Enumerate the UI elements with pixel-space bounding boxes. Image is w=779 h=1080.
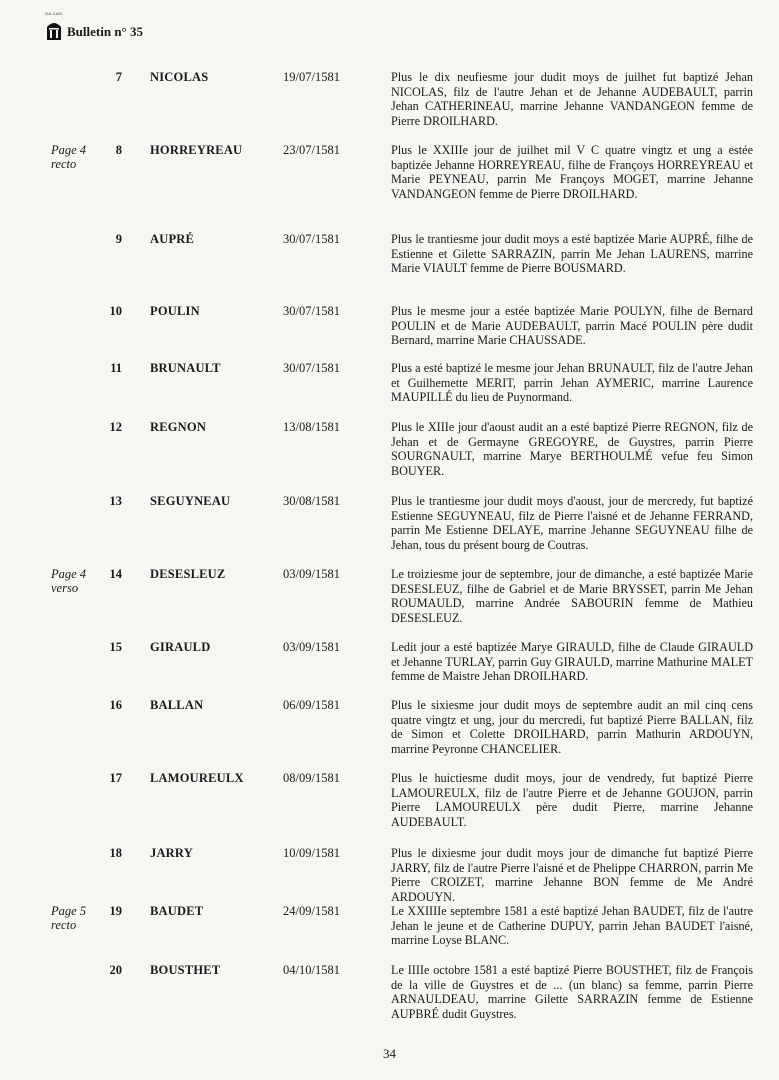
entry-date: 08/09/1581: [283, 771, 340, 785]
entry-text: Le IIIIe octobre 1581 a esté baptizé Pierre BOUSTHET, filz de François de la ville de Guystres et de ... (un blanc) sa femme, parrin Pierre ARNAULDEAU, marrine Gilette SARRAZIN femme de Estienne AUPBRÉ dudit Guystres.: [391, 963, 753, 1021]
entry-text: Ledit jour a esté baptizée Marye GIRAULD, filhe de Claude GIRAULD et Jehanne TURLAY, parrin Guy GIRAULD, marrine Mathurine MALET femme de Maistre Jehan DROILHARD.: [391, 640, 753, 684]
entry-date: 06/09/1581: [283, 698, 340, 712]
entry-number: 12: [109, 420, 122, 434]
entry-date: 24/09/1581: [283, 904, 340, 918]
entry-surname: NICOLAS: [150, 70, 209, 84]
page-header: [45, 11, 143, 40]
entry-number: 13: [109, 494, 122, 508]
entry-surname: AUPRÉ: [150, 232, 195, 246]
entry-surname: BALLAN: [150, 698, 204, 712]
entry-date: 23/07/1581: [283, 143, 340, 157]
entry-page-ref: Page 4 verso: [51, 567, 87, 595]
entry-surname: GIRAULD: [150, 640, 211, 654]
entry-surname: JARRY: [150, 846, 193, 860]
logo-text: GA.CAS.: [45, 11, 64, 16]
entry-text: Plus le huictiesme dudit moys, jour de vendredy, fut baptizé Pierre LAMOUREULX, filz de l'autre Pierre et de Jehanne GOUJON, parrin Pierre LAMOUREULX père dudit Pierre, marrine Jehanne AUDEBAULT.: [391, 771, 753, 829]
entry-date: 30/07/1581: [283, 361, 340, 375]
entry-number: 9: [115, 232, 122, 246]
entry-number: 20: [109, 963, 122, 977]
entry-text: Le XXIIIIe septembre 1581 a esté baptizé Jehan BAUDET, filz de l'autre Jehan le jeune et de Catherine DUPUY, parrin Jehan BAUDET l'aisné, marrine Loyse BLANC.: [391, 904, 753, 948]
entry-text: Plus le XXIIIe jour de juilhet mil V C quatre vingtz et ung a estée baptizée Jehanne HORREYREAU, filhe de Françoys HORREYREAU et Marie PEYNEAU, parrin Me Françoys MOGET, marrine Jehanne VANDANGEON femme de Pierre DROILHARD.: [391, 143, 753, 201]
entry-text: Plus le trantiesme jour dudit moys d'aoust, jour de mercredy, fut baptizé Estienne SEGUYNEAU, filz de Pierre l'aisné et de Jehanne FERRAND, parrin Me Estienne DELAYE, marrine Jehanne SEGUYNEAU filhe de Jehan, tous du présent bourg de Coutras.: [391, 494, 753, 552]
entry-number: 10: [109, 304, 122, 318]
entry-number: 19: [109, 904, 122, 918]
entry-number: 14: [109, 567, 122, 581]
page-number: 34: [383, 1046, 396, 1061]
entry-text: Le troiziesme jour de septembre, jour de dimanche, a esté baptizée Marie DESESLEUZ, filhe de Gabriel et de Marie BRYSSET, parrin Me Jehan ROUMAULD, marrine Andrée SABOURIN femme de Mathieu DESESLEUZ.: [391, 567, 753, 625]
entry-surname: LAMOUREULX: [150, 771, 244, 785]
entry-text: Plus le mesme jour a estée baptizée Marie POULYN, filhe de Bernard POULIN et de Marie AUDEBAULT, parrin Macé POULIN père dudit Bernard, marrine Marie CHAUSSADE.: [391, 304, 753, 348]
entry-text: Plus le sixiesme jour dudit moys de septembre audit an mil cinq cens quatre vingtz et ung, jour du mercredi, fut baptizé Pierre BALLAN, filz de Simon et Colette DROILHARD, parrin Mathurin ARDOUYN, marrine Peyronne CHANCELIER.: [391, 698, 753, 756]
entry-number: 17: [109, 771, 122, 785]
entry-date: 03/09/1581: [283, 567, 340, 581]
entry-date: 30/08/1581: [283, 494, 340, 508]
entry-surname: DESESLEUZ: [150, 567, 226, 581]
entry-date: 04/10/1581: [283, 963, 340, 977]
entry-text: Plus le XIIIe jour d'aoust audit an a esté baptizé Pierre REGNON, filz de Jehan et de Germayne GREGOYRE, de Guystres, parrin Pierre SOURGNAULT, marrine Marye BERTHOULMÉ vefue feu Simon BOUYER.: [391, 420, 753, 478]
entry-number: 11: [110, 361, 122, 375]
entry-surname: REGNON: [150, 420, 207, 434]
entry-page-ref: Page 5 recto: [51, 904, 87, 932]
entry-text: Plus le dix neufiesme jour dudit moys de juilhet fut baptizé Jehan NICOLAS, filz de l'autre Jehan et de Jehanne AUDEBAULT, parrin Jehan CATHERINEAU, marrine Jehanne VANDANGEON femme de Pierre DROILHARD.: [391, 70, 753, 128]
entry-number: 7: [115, 70, 122, 84]
entry-number: 15: [109, 640, 122, 654]
entry-surname: BAUDET: [150, 904, 204, 918]
entry-number: 18: [109, 846, 122, 860]
entry-number: 16: [109, 698, 122, 712]
entry-date: 13/08/1581: [283, 420, 340, 434]
entry-surname: BOUSTHET: [150, 963, 221, 977]
entry-date: 03/09/1581: [283, 640, 340, 654]
entry-text: Plus le trantiesme jour dudit moys a esté baptizée Marie AUPRÉ, filhe de Estienne et Gilette SARRAZIN, parrin Me Jehan LAURENS, marrine Marie VIAULT femme de Pierre BOUSMARD.: [391, 232, 753, 276]
entry-surname: BRUNAULT: [150, 361, 221, 375]
logo-emblem-icon: [46, 19, 62, 40]
bulletin-title: Bulletin n° 35: [67, 24, 143, 39]
entry-date: 10/09/1581: [283, 846, 340, 860]
entry-text: Plus le dixiesme jour dudit moys jour de dimanche fut baptizé Pierre JARRY, filz de l'autre Pierre l'aisné et de Phelippe CHARRON, parrin Me Pierre CROIZET, marrine Jehanne BON femme de Me André ARDOUYN.: [391, 846, 753, 904]
entry-date: 30/07/1581: [283, 304, 340, 318]
society-logo: [45, 11, 64, 40]
entry-surname: POULIN: [150, 304, 200, 318]
entry-date: 19/07/1581: [283, 70, 340, 84]
entry-date: 30/07/1581: [283, 232, 340, 246]
entry-number: 8: [115, 143, 122, 157]
entry-text: Plus a esté baptizé le mesme jour Jehan BRUNAULT, filz de l'autre Jehan et Guilhemette MERIT, parrin Jehan AYMERIC, marrine Laurence MAUPILLÉ du lieu de Puynormand.: [391, 361, 753, 405]
entry-page-ref: Page 4 recto: [51, 143, 87, 171]
entry-surname: HORREYREAU: [150, 143, 243, 157]
entry-surname: SEGUYNEAU: [150, 494, 231, 508]
